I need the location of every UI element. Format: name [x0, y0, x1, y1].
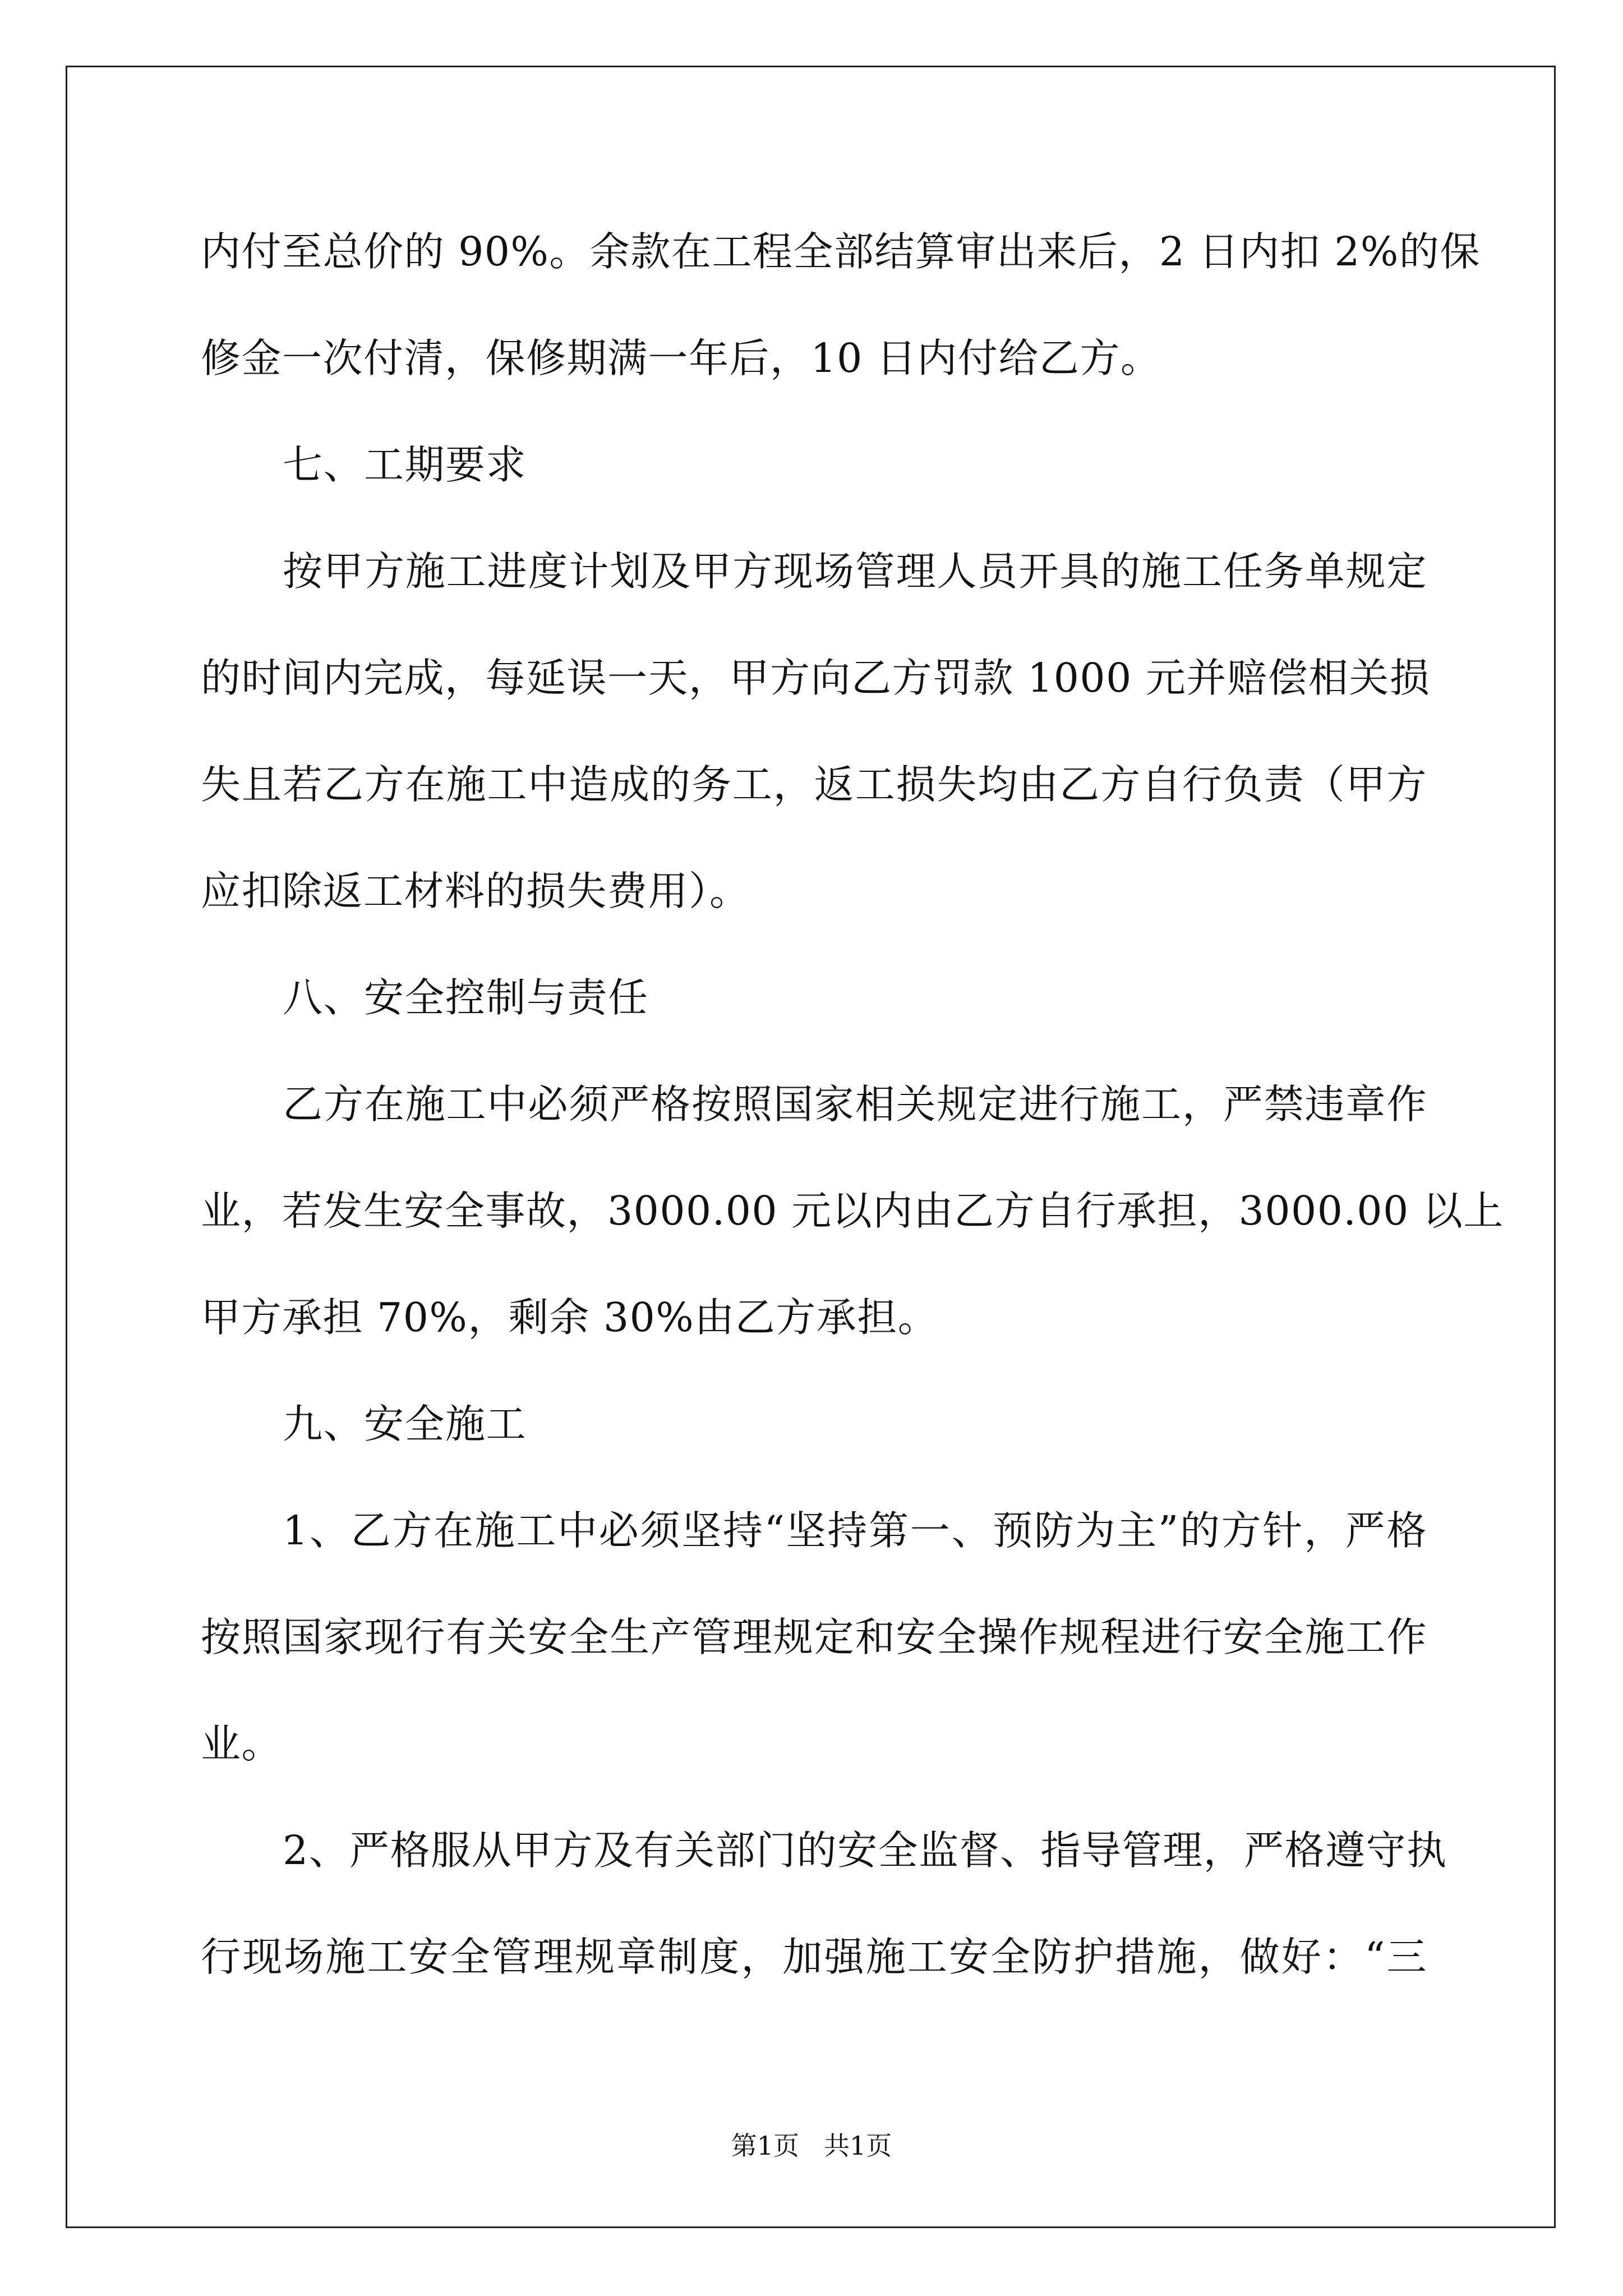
- section-heading-schedule: [201, 412, 1427, 518]
- text-line: 失且若乙方在施工中造成的务工，返工损失均由乙方自行负责（甲方: [201, 761, 1427, 808]
- text-line: 内付至总价的 90%。余款在工程全部结算审出来后，2 日内扣 2%的保: [201, 228, 1481, 275]
- section-heading-safety-control: [201, 945, 1427, 1051]
- section-heading: 七、工期要求: [283, 441, 527, 488]
- text-line: 2、严格服从甲方及有关部门的安全监督、指导管理，严格遵守执: [283, 1827, 1447, 1874]
- section-heading: 九、安全施工: [283, 1401, 527, 1447]
- text-line: 1、乙方在施工中必须坚持“坚持第一、预防为主”的方针，严格: [283, 1507, 1427, 1554]
- text-line: 应扣除返工材料的损失费用）。: [201, 868, 750, 914]
- text-line: 行现场施工安全管理规章制度，加强施工安全防护措施，做好：“三: [201, 1934, 1427, 1980]
- page-total: 共1页: [824, 2131, 892, 2161]
- text-line: 按甲方施工进度计划及甲方现场管理人员开具的施工任务单规定: [283, 548, 1427, 595]
- text-line: 业，若发生安全事故，3000.00 元以内由乙方自行承担，3000.00 以上: [201, 1188, 1504, 1234]
- paragraph-schedule: [201, 518, 1431, 945]
- text-line: 修金一次付清，保修期满一年后，10 日内付给乙方。: [201, 335, 1161, 381]
- page-number: 第1页: [731, 2131, 799, 2161]
- page-footer: [0, 2126, 1623, 2165]
- document-body: [201, 199, 1504, 2010]
- paragraph-payment-terms: [201, 199, 1481, 412]
- paragraph-safety-item-1: [201, 1478, 1427, 1797]
- paragraph-safety-item-2: [201, 1797, 1447, 2010]
- section-heading: 八、安全控制与责任: [283, 974, 649, 1021]
- text-line: 按照国家现行有关安全生产管理规定和安全操作规程进行安全施工作: [201, 1614, 1427, 1660]
- section-heading-safe-construction: [201, 1371, 1427, 1478]
- text-line: 的时间内完成，每延误一天，甲方向乙方罚款 1000 元并赔偿相关损: [201, 655, 1431, 701]
- text-line: 乙方在施工中必须严格按照国家相关规定进行施工，严禁违章作: [283, 1081, 1427, 1128]
- text-line: 业。: [201, 1720, 283, 1767]
- paragraph-safety-control: [201, 1051, 1504, 1371]
- text-line: 甲方承担 70%，剩余 30%由乙方承担。: [201, 1294, 939, 1341]
